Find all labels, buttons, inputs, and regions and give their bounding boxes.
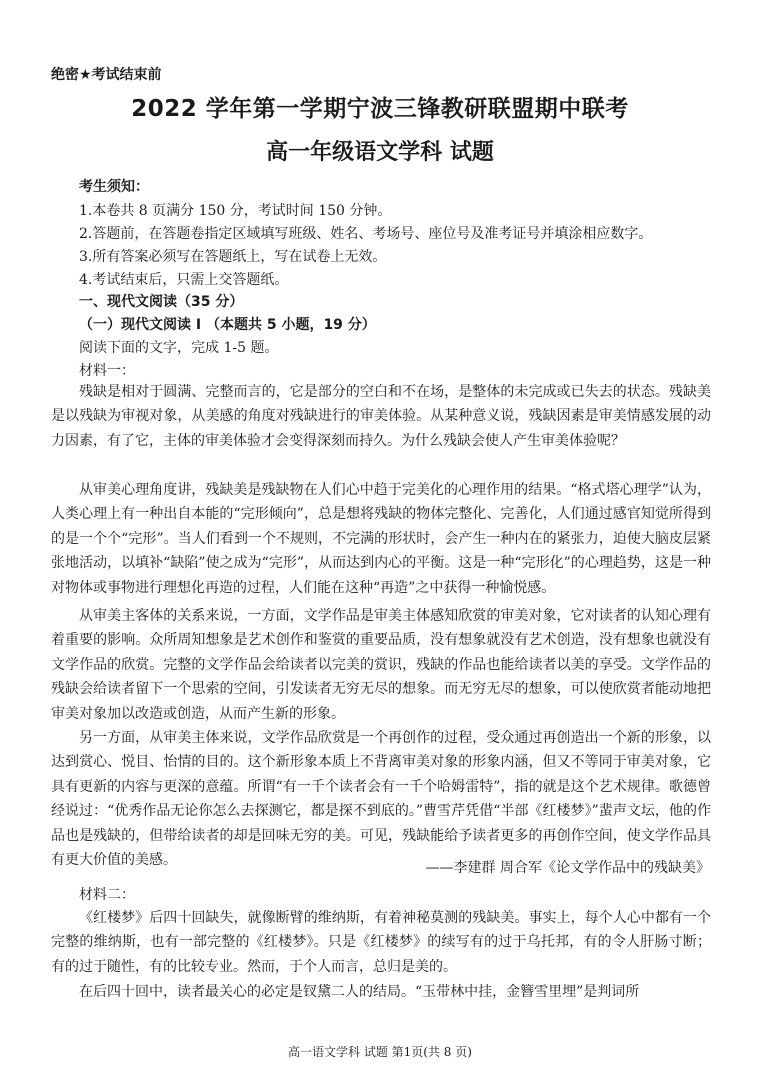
- material1-label: 材料一：: [79, 363, 135, 379]
- material1-paragraph: 另一方面，从审美主体来说，文学作品欣赏是一个再创作的过程，受众通过再创造出一个新的形象，以达到赏心、悦目、怡情的目的。这个新形象本质上不背离审美对象的形象内涵，但又不等同于审美对象，它具有更新的内容与更深的意蕴。所谓“有一千个读者会有一千个哈姆雷特”，指的就是这个艺术规律。歌德曾经说过：“优秀作品无论你怎么去探测它，都是探不到底的。”曹雪芹凭借“半部《红楼梦》”蜚声文坛，他的作品也是残缺的，但带给读者的却是回味无穷的美。可见，残缺能给予读者更多的再创作空间，使文学作品具有更大价值的美感。: [51, 730, 711, 869]
- notice-item: 1.本卷共 8 页满分 150 分，考试时间 150 分钟。: [79, 203, 392, 219]
- material1-paragraph: 从审美心理角度讲，残缺美是残缺物在人们心中趋于完美化的心理作用的结果。“格式塔心理学”认为，人类心理上有一种出自本能的“完形倾向”，总是想将残缺的物体完整化、完善化，人们通过感官知觉所得到的是一个个“完形”。当人们看到一个不规则，不完满的形状时，会产生一种内在的紧张力，迫使大脑皮层紧张地活动，以填补“缺陷”使之成为“完形”，从而达到内心的平衡。这是一种“完形化”的心理趋势，这是一种对物体或事物进行理想化再造的过程，人们能在这种“再造”之中获得一种愉悦感。: [51, 482, 711, 596]
- material1-citation: ——李建群 周合军《论文学作品中的残缺美》: [425, 860, 710, 876]
- exam-subtitle: 高一年级语文学科 试题: [266, 140, 494, 165]
- material2-label: 材料二：: [79, 887, 135, 903]
- secret-mark: 绝密★考试结束前: [51, 67, 162, 83]
- material1-paragraph: 残缺是相对于圆满、完整而言的，它是部分的空白和不在场，是整体的未完成或已失去的状态。残缺美是以残缺为审视对象，从美感的角度对残缺进行的审美体验。从某种意义说，残缺因素是审美情感发展的动力因素，有了它，主体的审美体验才会变得深刻而持久。为什么残缺会使人产生审美体验呢？: [51, 384, 711, 449]
- section-heading: 一、现代文阅读（35 分）: [79, 294, 244, 310]
- notice-item: 2.答题前，在答题卷指定区域填写班级、姓名、考场号、座位号及准考证号并填涂相应数字。: [79, 226, 653, 242]
- notice-item: 3.所有答案必须写在答题纸上，写在试卷上无效。: [79, 249, 387, 265]
- notice-item: 4.考试结束后，只需上交答题纸。: [79, 272, 289, 288]
- reading-instruction: 阅读下面的文字，完成 1-5 题。: [79, 340, 279, 356]
- material2-paragraph: 在后四十回中，读者最关心的必定是钗黛二人的结局。“玉带林中挂，金簪雪里埋”是判词所: [79, 984, 640, 1000]
- exam-title: 2022 学年第一学期宁波三锋教研联盟期中联考: [131, 96, 629, 122]
- notice-heading: 考生须知：: [79, 179, 149, 195]
- section-subheading: （一）现代文阅读 I （本题共 5 小题，19 分）: [79, 317, 376, 333]
- material1-paragraph: 从审美主客体的关系来说，一方面，文学作品是审美主体感知欣赏的审美对象，它对读者的认知心理有着重要的影响。众所周知想象是艺术创作和鉴赏的重要品质，没有想象就没有艺术创造，没有想象也就没有文学作品的欣赏。完整的文学作品会给读者以完美的赏识，残缺的作品也能给读者以美的享受。文学作品的残缺会给读者留下一个思索的空间，引发读者无穷无尽的想象。而无穷无尽的想象，可以使欣赏者能动地把审美对象加以改造或创造，从而产生新的形象。: [51, 608, 711, 722]
- page-footer: 高一语文学科 试题 第1页(共 8 页): [288, 1045, 472, 1059]
- material2-paragraph: 《红楼梦》后四十回缺失，就像断臂的维纳斯，有着神秘莫测的残缺美。事实上，每个人心中都有一个完整的维纳斯，也有一部完整的《红楼梦》。只是《红楼梦》的续写有的过于乌托邦，有的令人肝肠寸断；有的过于随性，有的比较专业。然而，于个人而言，总归是美的。: [51, 910, 711, 975]
